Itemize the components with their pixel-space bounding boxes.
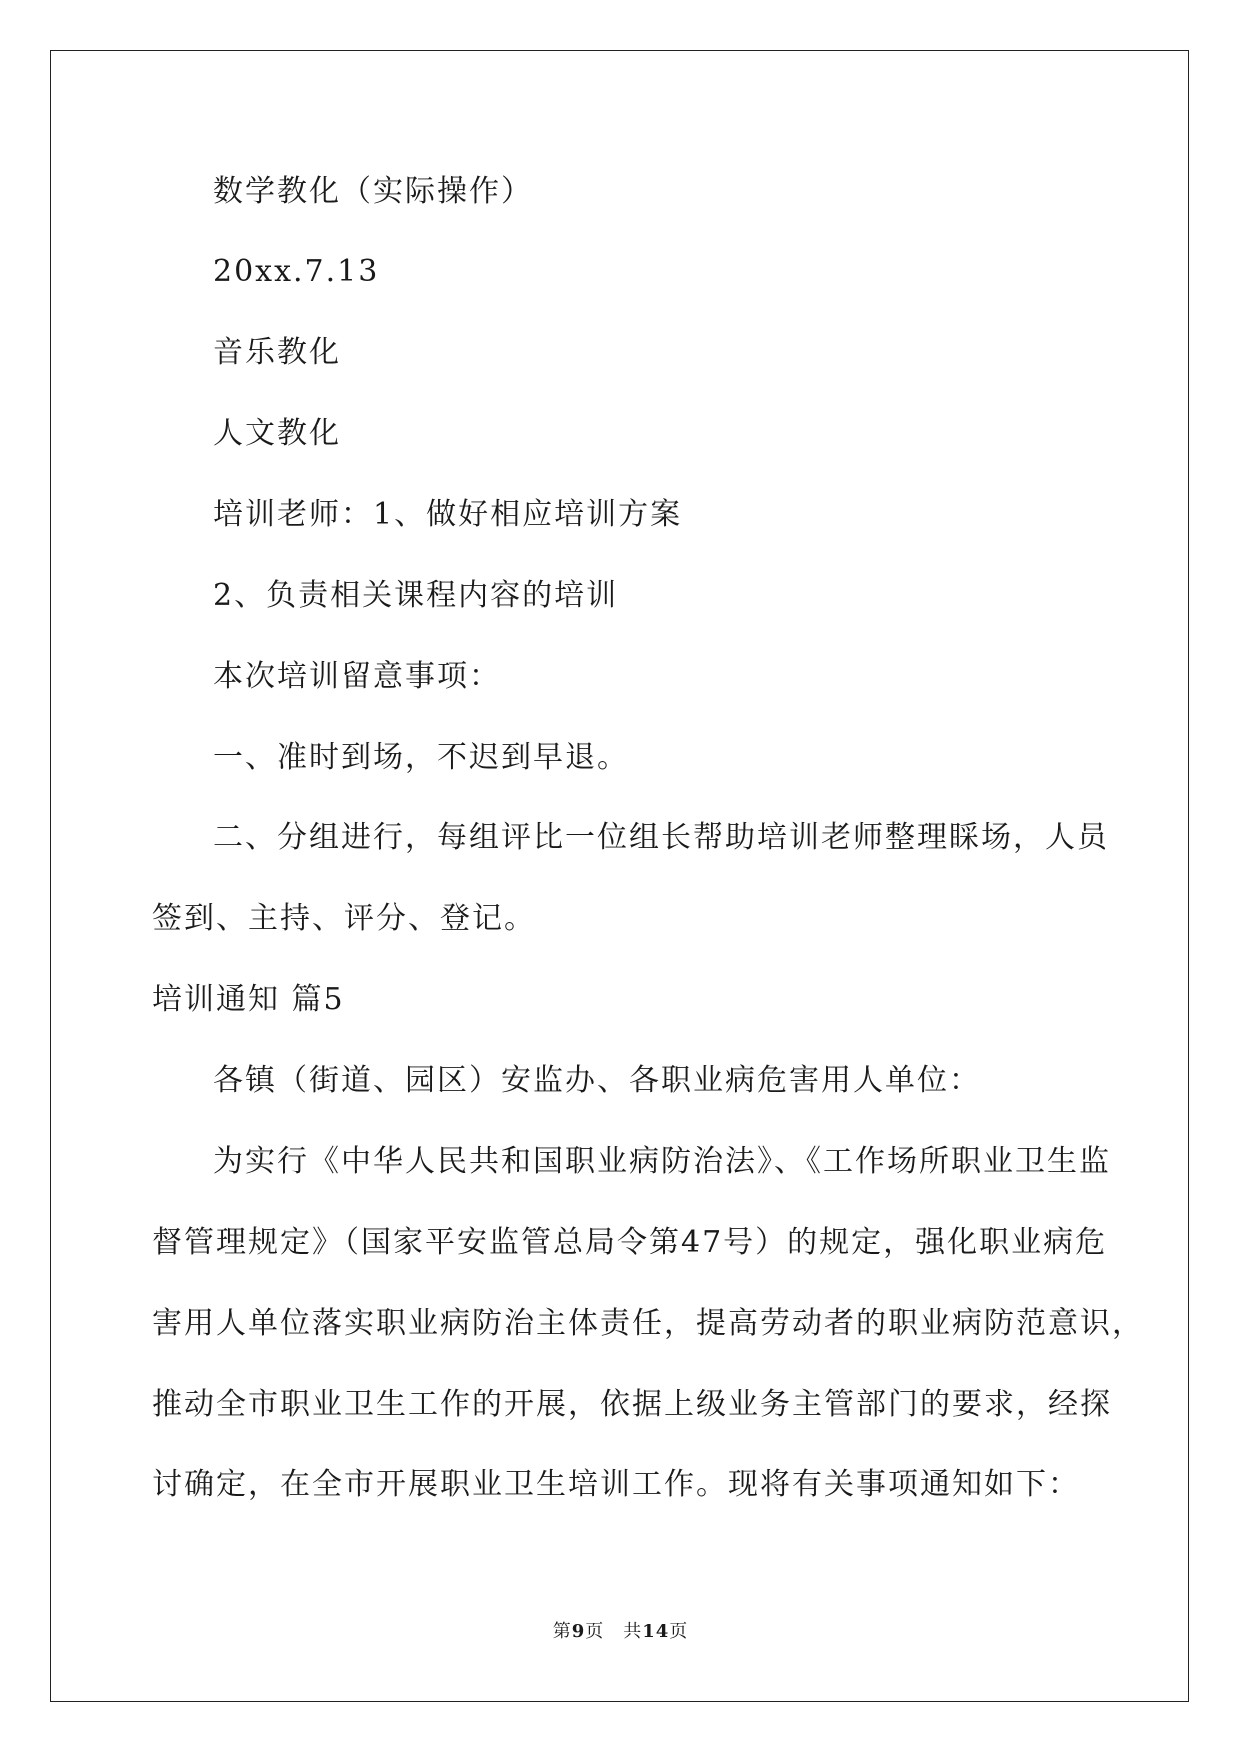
text-line: 人文教化 [213,416,341,451]
footer-suffix: 页 [669,1621,689,1642]
text-line: 为实行《中华人民共和国职业病防治法》、《工作场所职业卫生监 [213,1144,1111,1179]
text-line: 20xx.7.13 [213,254,380,289]
text-line: 一、准时到场，不迟到早退。 [213,740,629,775]
text-line: 数学教化（实际操作） [213,174,533,209]
text-line: 推动全市职业卫生工作的开展，依据上级业务主管部门的要求，经探 [152,1387,1112,1422]
page-border [50,50,1189,1702]
text-line: 2、负责相关课程内容的培训 [213,578,619,613]
current-page-number: 9 [571,1621,586,1642]
text-line: 督管理规定》（国家平安监管总局令第47号）的规定，强化职业病危 [152,1225,1108,1260]
page-number-footer [0,1620,1241,1644]
footer-prefix: 第 [552,1621,572,1642]
footer-middle: 页 共 [585,1621,643,1642]
text-line: 本次培训留意事项： [213,659,501,694]
text-line: 签到、主持、评分、登记。 [152,901,536,936]
text-line: 讨确定，在全市开展职业卫生培训工作。现将有关事项通知如下： [152,1467,1080,1502]
text-line: 二、分组进行，每组评比一位组长帮助培训老师整理睬场，人员 [213,820,1109,855]
text-line: 各镇（街道、园区）安监办、各职业病危害用人单位： [213,1063,981,1098]
text-line: 害用人单位落实职业病防治主体责任，提高劳动者的职业病防范意识， [152,1306,1144,1341]
total-page-number: 14 [642,1621,670,1642]
text-line: 培训老师：1、做好相应培训方案 [213,497,683,532]
section-heading: 培训通知 篇5 [152,982,345,1017]
text-line: 音乐教化 [213,335,341,370]
